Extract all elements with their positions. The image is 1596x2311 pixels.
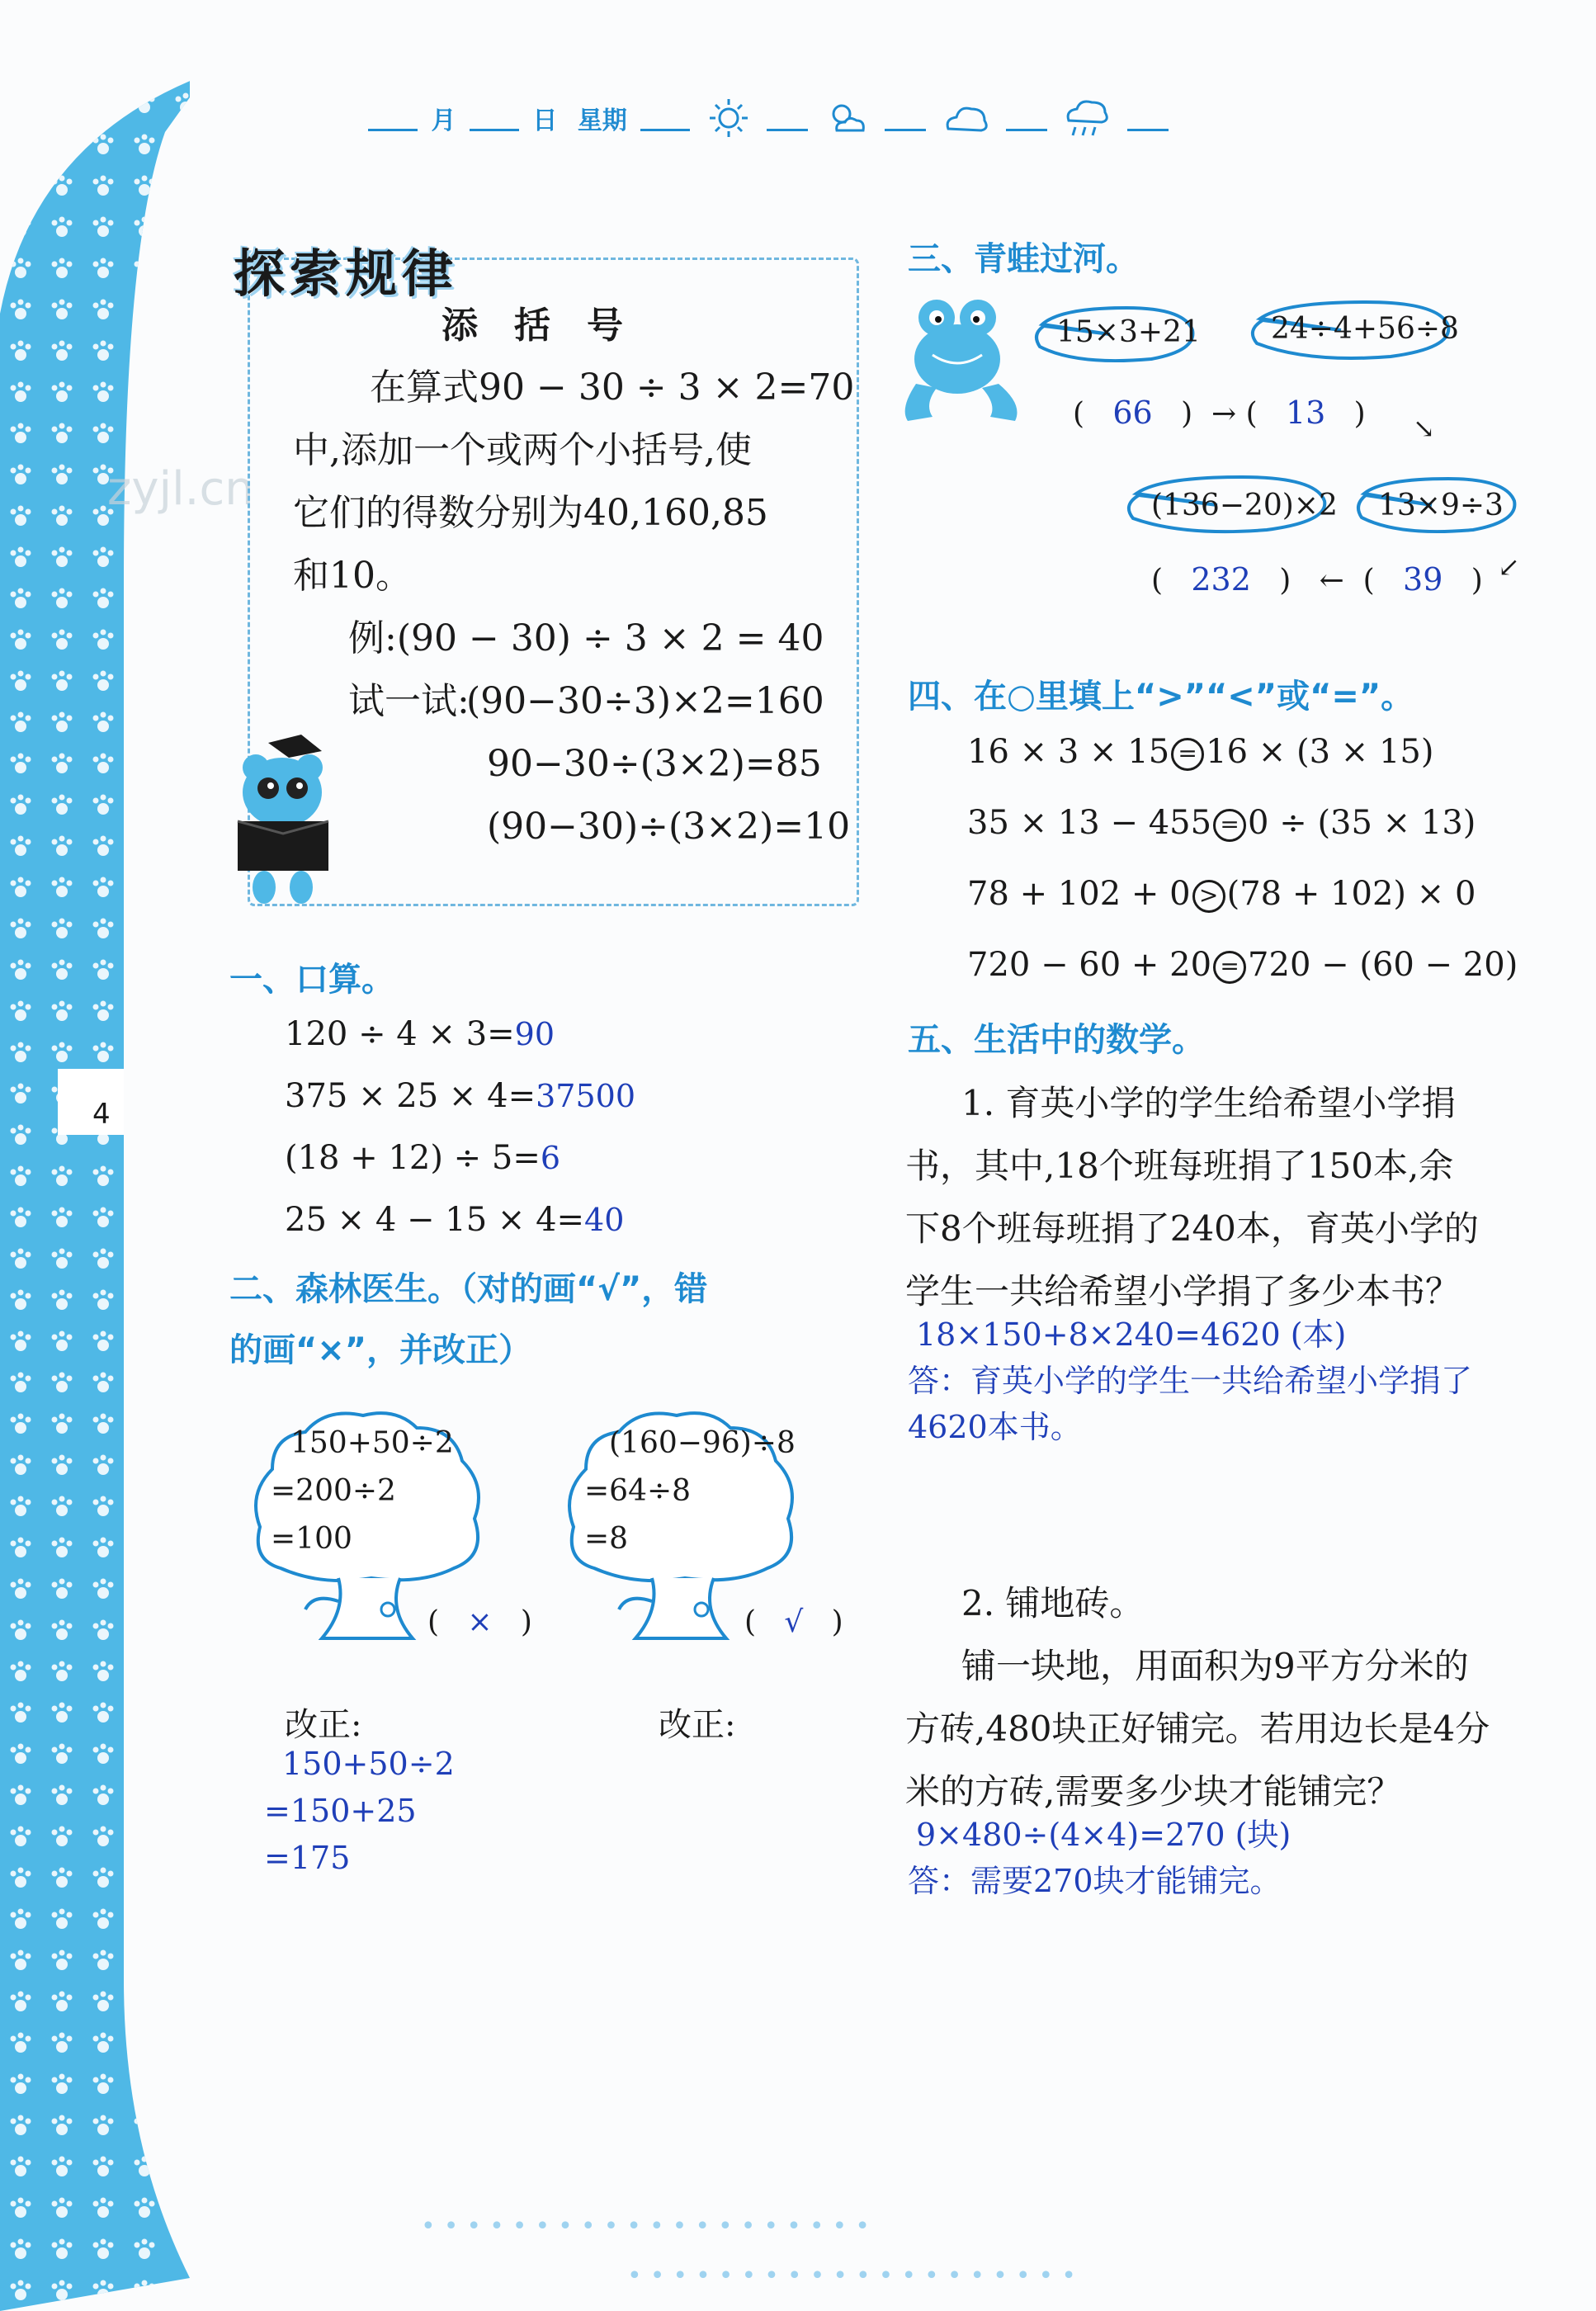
- bottom-dots-1: ••••••••••••••••••••: [421, 2212, 878, 2241]
- oral-calc-question: 375 × 25 × 4=: [285, 1077, 536, 1115]
- compare-row-4: [967, 946, 1518, 984]
- bottom-dots-2: ••••••••••••••••••••: [627, 2261, 1084, 2290]
- weather-blank-1[interactable]: [767, 106, 808, 131]
- pad-expr-1: 15×3+21: [1056, 315, 1201, 349]
- oral-calc-1: [285, 1015, 555, 1053]
- weather-blank-4[interactable]: [1127, 106, 1169, 131]
- sunny-icon: [706, 97, 752, 139]
- sec2-title-line1: 二、森林医生。（对的画“√”，错: [229, 1270, 708, 1308]
- explore-try-label: 试一试:: [348, 680, 470, 722]
- oral-calc-answer[interactable]: 37500: [536, 1078, 635, 1114]
- q1-calculation[interactable]: 18×150+8×240=4620 (本): [916, 1316, 1347, 1353]
- frog-answer[interactable]: 66: [1112, 395, 1153, 431]
- compare-row-3: [967, 875, 1476, 913]
- fix-line-3[interactable]: =175: [264, 1840, 351, 1876]
- explore-para-4: 和10。: [293, 555, 412, 597]
- weekday-blank[interactable]: [640, 106, 690, 131]
- oral-calc-question: 25 × 4 − 15 × 4=: [285, 1201, 585, 1239]
- oral-calc-2: [285, 1077, 635, 1115]
- q2-line-2: 方砖,480块正好铺完。若用边长是4分: [905, 1708, 1490, 1749]
- date-header: [363, 97, 1287, 147]
- q1-line-1: 1. 育英小学的学生给希望小学捐: [961, 1083, 1457, 1123]
- explore-para-1: 在算式90 − 30 ÷ 3 × 2=70: [370, 366, 855, 409]
- frog-answer-row-2: ( 232 ) ← ( 39 ): [1151, 561, 1483, 598]
- weather-blank-3[interactable]: [1006, 106, 1047, 131]
- compare-circle[interactable]: =: [1213, 951, 1246, 984]
- q1-line-4: 学生一共给希望小学捐了多少本书？: [905, 1271, 1461, 1311]
- weekday-label: 星期: [577, 106, 627, 135]
- oral-calc-question: 120 ÷ 4 × 3=: [285, 1015, 515, 1053]
- left-decorative-strip: [0, 0, 190, 2311]
- pad-expr-3: (136−20)×2: [1151, 489, 1338, 522]
- frog-answer-row-1: ( 66 ) → ( 13 ): [1073, 395, 1366, 431]
- explore-para-2: 中,添加一个或两个小括号,使: [293, 429, 752, 471]
- pad-expr-4: 13×9÷3: [1378, 489, 1504, 522]
- q1-answer-line-1[interactable]: 答：育英小学的学生一共给希望小学捐了: [908, 1363, 1473, 1399]
- tree-1-line-3: =100: [271, 1522, 352, 1556]
- fix-line-1[interactable]: 150+50÷2: [282, 1746, 455, 1782]
- compare-circle[interactable]: =: [1213, 809, 1246, 842]
- rainy-icon: [1062, 97, 1112, 139]
- explore-subtitle: 添 括 号: [441, 305, 623, 347]
- q2-line-3: 米的方砖,需要多少块才能铺完？: [905, 1771, 1402, 1812]
- partly-cloudy-icon: [824, 97, 870, 139]
- fix-line-2[interactable]: =150+25: [264, 1793, 417, 1829]
- tree-2-line-2: =64÷8: [584, 1474, 692, 1508]
- sec1-title: 一、口算。: [229, 961, 394, 999]
- compare-circle[interactable]: >: [1192, 880, 1225, 913]
- sec4-title: 四、在○里填上“>”“<”或“=”。: [908, 678, 1414, 716]
- frog-answer[interactable]: 39: [1403, 561, 1443, 598]
- tree-2-line-3: =8: [584, 1522, 629, 1556]
- compare-left: 16 × 3 × 15: [967, 733, 1170, 771]
- frog-answer[interactable]: 13: [1285, 395, 1326, 431]
- day-blank[interactable]: [470, 106, 519, 131]
- pad-expr-2: 24÷4+56÷8: [1271, 312, 1459, 346]
- oral-calc-3: [285, 1139, 560, 1177]
- compare-row-2: [967, 804, 1476, 842]
- day-label: 日: [532, 106, 558, 135]
- tree-1-line-2: =200÷2: [271, 1474, 396, 1508]
- explore-try-3[interactable]: (90−30)÷(3×2)=10: [487, 806, 851, 848]
- sec2-title-line2: 的画“×”，并改正）: [229, 1331, 532, 1369]
- compare-right: 0 ÷ (35 × 13): [1248, 804, 1476, 842]
- explore-title: 探索规律: [234, 243, 459, 304]
- tree-1-line-1: 150+50÷2: [290, 1426, 454, 1460]
- compare-row-1: [967, 733, 1434, 771]
- fix-label-1: 改正:: [285, 1706, 362, 1744]
- q2-title: 2. 铺地砖。: [961, 1583, 1145, 1623]
- compare-left: 78 + 102 + 0: [967, 875, 1191, 913]
- q1-line-2: 书，其中,18个班每班捐了150本,余: [905, 1146, 1454, 1186]
- q1-line-3: 下8个班每班捐了240本，育英小学的: [905, 1208, 1479, 1249]
- compare-circle[interactable]: =: [1171, 738, 1204, 771]
- q2-calculation[interactable]: 9×480÷(4×4)=270 (块): [916, 1817, 1291, 1853]
- oral-calc-answer[interactable]: 90: [514, 1016, 555, 1052]
- bear-reading-illustration: [223, 726, 347, 908]
- explore-try-2[interactable]: 90−30÷(3×2)=85: [487, 743, 822, 785]
- month-blank[interactable]: [368, 106, 418, 131]
- sec5-title: 五、生活中的数学。: [908, 1021, 1205, 1059]
- explore-para-3: 它们的得数分别为40,160,85: [293, 492, 768, 534]
- oral-calc-answer[interactable]: 6: [540, 1140, 561, 1176]
- compare-left: 720 − 60 + 20: [967, 946, 1212, 984]
- arrow-down-right-icon: ↘: [1413, 413, 1435, 444]
- arrow-down-left-icon: ↙: [1498, 551, 1520, 583]
- oral-calc-4: [285, 1201, 624, 1239]
- month-label: 月: [431, 106, 456, 135]
- weather-blank-2[interactable]: [885, 106, 926, 131]
- cloudy-icon: [942, 97, 991, 139]
- q2-answer[interactable]: 答：需要270块才能铺完。: [908, 1863, 1282, 1899]
- frog-illustration: [900, 293, 1023, 429]
- tree-1-judgement: ( × ): [427, 1605, 532, 1639]
- compare-left: 35 × 13 − 455: [967, 804, 1212, 842]
- sec3-title: 三、青蛙过河。: [908, 240, 1139, 278]
- oral-calc-answer[interactable]: 40: [584, 1202, 625, 1238]
- compare-right: 720 − (60 − 20): [1248, 946, 1518, 984]
- frog-answer[interactable]: 232: [1191, 561, 1251, 598]
- compare-right: 16 × (3 × 15): [1206, 733, 1434, 771]
- tree-2-judgement: ( √ ): [744, 1605, 843, 1639]
- q2-line-1: 铺一块地，用面积为9平方分米的: [961, 1646, 1469, 1686]
- tree-2-line-1: (160−96)÷8: [609, 1426, 796, 1460]
- page-number: 4: [92, 1098, 111, 1131]
- explore-try-1[interactable]: (90−30÷3)×2=160: [466, 680, 824, 722]
- tree-2-mark[interactable]: √: [784, 1605, 804, 1639]
- q1-answer-line-2[interactable]: 4620本书。: [908, 1409, 1082, 1445]
- watermark: zyjl.cn: [107, 462, 254, 516]
- explore-example: 例:(90 − 30) ÷ 3 × 2 = 40: [348, 617, 824, 659]
- oral-calc-question: (18 + 12) ÷ 5=: [285, 1139, 541, 1177]
- tree-1-mark[interactable]: ×: [467, 1605, 493, 1639]
- fix-label-2: 改正:: [659, 1706, 736, 1744]
- compare-right: (78 + 102) × 0: [1226, 875, 1476, 913]
